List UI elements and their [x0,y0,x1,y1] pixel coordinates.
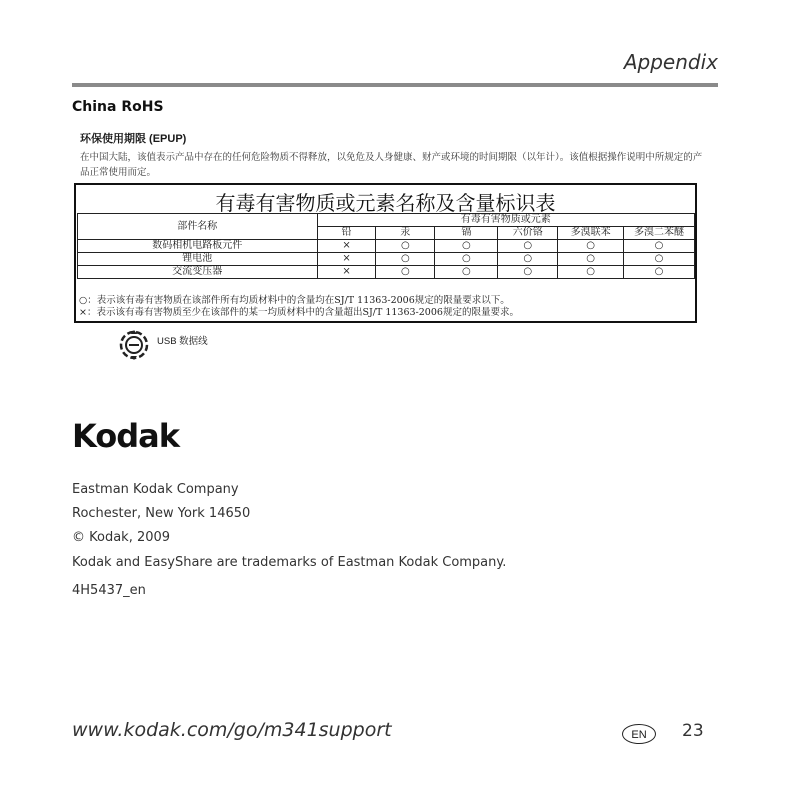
table-cell: ○ [498,266,558,279]
trademark-line: Kodak and EasyShare are trademarks of Eastman Kodak Company. [72,555,507,570]
rohs-table-box [74,183,697,323]
table-cell: ○ [435,253,498,266]
address-line: Rochester, New York 14650 [72,506,251,521]
table-cell: × [317,240,376,253]
kodak-logo: Kodak [72,417,179,455]
address-line: Eastman Kodak Company [72,482,239,497]
language-badge: EN [622,724,656,744]
part-name-cell: 数码相机电路板元件 [78,240,318,253]
column-header: 镉 [435,227,498,240]
column-header: 汞 [376,227,435,240]
header-rule [72,83,718,87]
note-circle: ○：表示该有毒有害物质在该部件所有均质材料中的含量均在SJ/T 11363-2006规定的限量要求以下。 [79,295,510,306]
table-notes [79,295,519,319]
table-cell: × [317,266,376,279]
usb-cable-label: USB 数据线 [157,336,208,347]
column-header: 多溴联苯 [558,227,624,240]
table-cell: ○ [558,266,624,279]
epup-recycle-icon [118,329,150,361]
rohs-table-title: 有毒有害物质或元素名称及含量标识表 [215,191,556,215]
table-cell: ○ [624,266,695,279]
epup-paragraph: 在中国大陆，该值表示产品中存在的任何危险物质不得释放，以免危及人身健康、财产或环境的时间期限（以年计）。该值根据操作说明中所规定的产品正常使用而定。 [80,152,703,178]
page-number: 23 [682,721,704,741]
copyright-line: © Kodak, 2009 [72,530,171,545]
table-cell: ○ [498,253,558,266]
column-header: 六价铬 [498,227,558,240]
support-url-link[interactable]: www.kodak.com/go/m341support [72,719,392,741]
document-code: 4H5437_en [72,583,146,598]
substance-group-header: 有毒有害物质或元素 [317,214,694,227]
column-header: 多溴二苯醚 [624,227,695,240]
section-title: China RoHS [72,99,164,115]
table-cell: ○ [624,240,695,253]
table-cell: ○ [558,253,624,266]
table-cell: ○ [435,266,498,279]
part-name-header: 部件名称 [78,214,318,240]
column-header: 铅 [317,227,376,240]
table-cell: ○ [376,266,435,279]
table-cell: × [317,253,376,266]
table-cell: ○ [376,240,435,253]
table-cell: ○ [558,240,624,253]
table-row [78,253,695,266]
table-cell: ○ [498,240,558,253]
table-row [78,240,695,253]
part-name-cell: 交流变压器 [78,266,318,279]
table-cell: ○ [624,253,695,266]
table-cell: ○ [376,253,435,266]
note-cross: ×：表示该有毒有害物质至少在该部件的某一均质材料中的含量超出SJ/T 11363-2006规定的限量要求。 [79,307,519,318]
table-row [78,266,695,279]
epup-heading: 环保使用期限 (EPUP) [80,133,187,145]
header-section-title: Appendix [623,50,718,74]
part-name-cell: 锂电池 [78,253,318,266]
table-cell: ○ [435,240,498,253]
rohs-table [77,213,695,279]
